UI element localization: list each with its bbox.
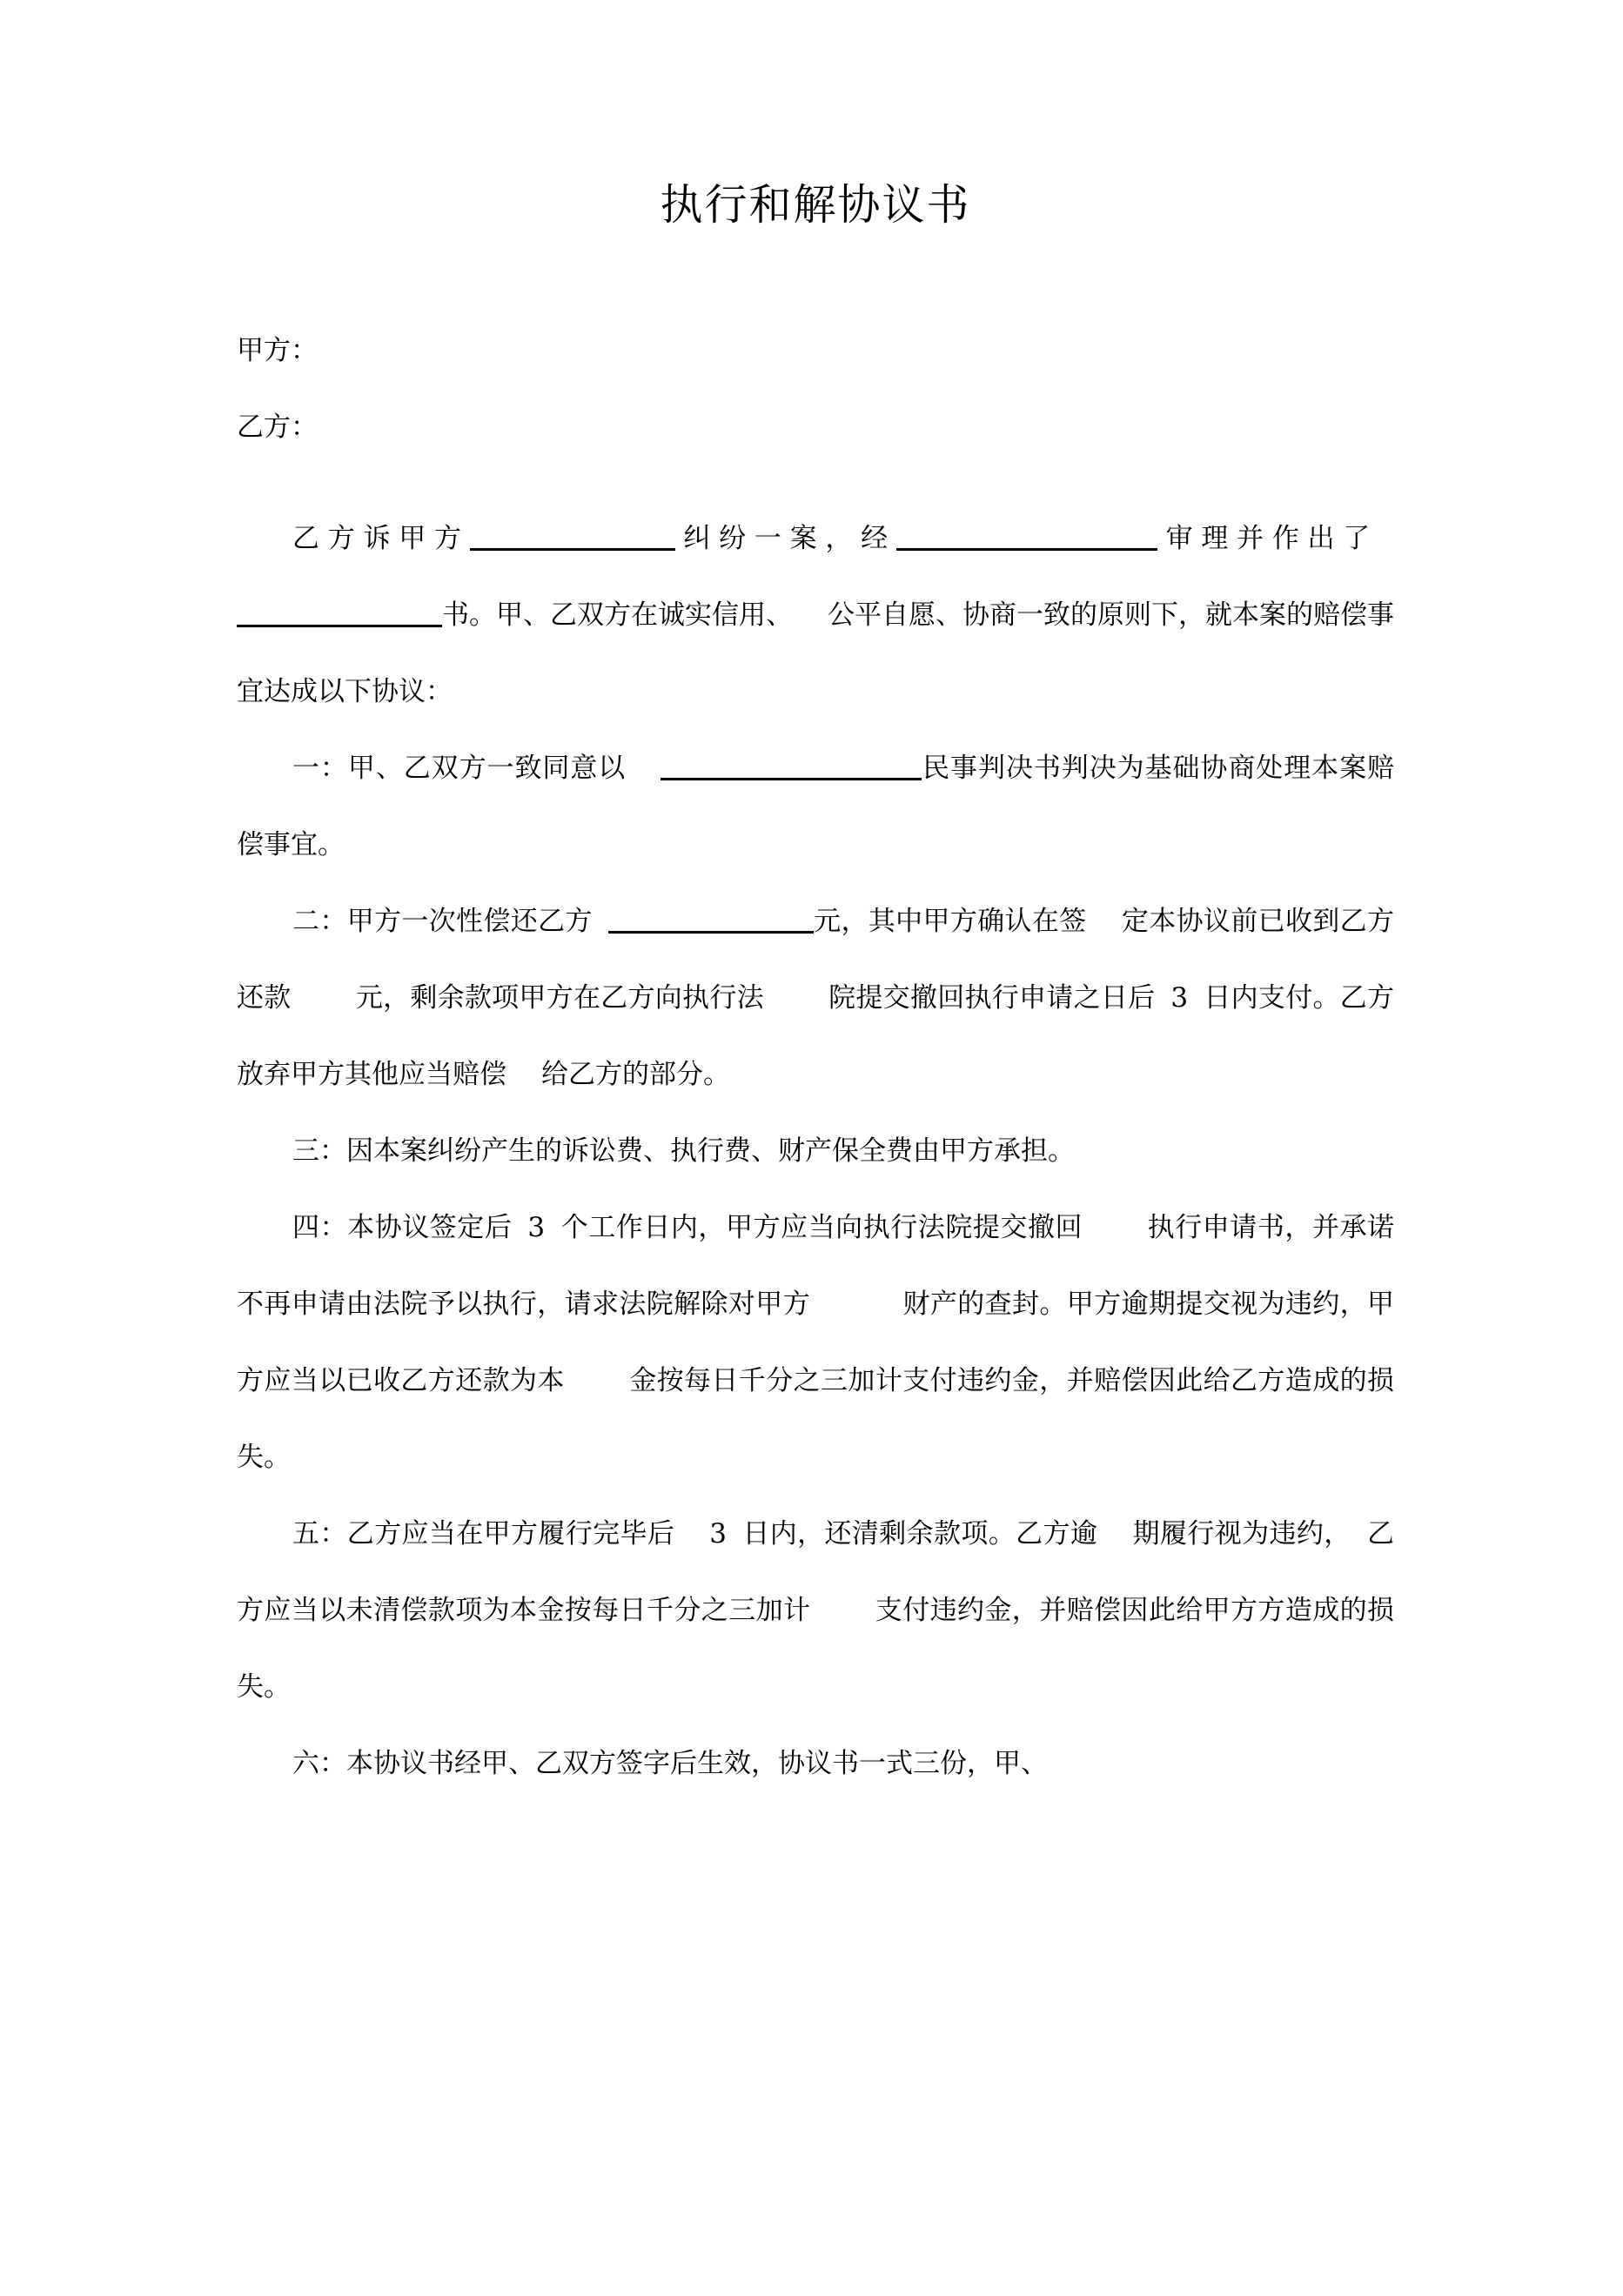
clause-1-marker: 一： xyxy=(292,753,348,785)
clause-4-seg7: 金按每日千分之三加 xyxy=(628,1365,875,1397)
clause-1-seg1: 甲、乙双方一致同意以 xyxy=(347,753,627,785)
party-a-line: 甲方： xyxy=(237,335,318,367)
clause-2-paragraph xyxy=(237,883,1394,1113)
blank-judgment-number[interactable] xyxy=(661,748,922,780)
preamble-seg4: 作出了 xyxy=(1271,523,1379,555)
clause-2 xyxy=(237,883,1394,1113)
clause-1-seg3: 判决为基础协商处理本案赔偿事宜。 xyxy=(237,753,1395,861)
clause-2-seg2: 元，其中甲方确认在签 xyxy=(813,906,1087,938)
clause-6-paragraph xyxy=(237,1725,1394,1802)
page-title: 执行和解协议书 xyxy=(660,180,971,230)
clause-2-seg1: 甲方一次性偿还乙方 xyxy=(346,906,593,938)
clause-3-paragraph xyxy=(237,1113,1394,1189)
clause-3-marker: 三： xyxy=(292,1135,346,1168)
clause-5-seg7: 并赔偿因此给甲方方造成的损失。 xyxy=(237,1595,1395,1704)
clause-1-paragraph xyxy=(237,730,1394,883)
clause-5-seg1: 乙方应当在甲方履行完毕后 xyxy=(346,1518,675,1550)
blank-court-name[interactable] xyxy=(896,519,1157,551)
party-b-line: 乙方： xyxy=(237,412,318,444)
clause-4-seg4: 请书，并承诺不再申请由法院予以执行，请求法院解除对甲方 xyxy=(237,1212,1395,1321)
clause-4-paragraph xyxy=(237,1189,1394,1496)
preamble-seg7: 商一致的原则下，就本案的赔偿事宜达成以下协议： xyxy=(237,599,1394,708)
clause-1-seg2: 民事判决书 xyxy=(922,753,1062,785)
clause-5-seg5: 乙方应当以未清偿款项为本金按每日千分之三加计 xyxy=(237,1518,1395,1627)
document-content xyxy=(237,0,1394,1802)
clause-5-seg2: 日内，还清剩余款项。乙方逾 xyxy=(742,1518,1098,1550)
clause-4-seg8: 计支付违约金，并赔偿因此给乙方造成的损失。 xyxy=(237,1365,1395,1474)
blank-judgment-type[interactable] xyxy=(237,595,442,627)
clause-2-seg8: 日内支付。乙方放弃甲方其他应当赔偿 xyxy=(237,982,1395,1091)
clause-4-seg1: 本协议签定后 xyxy=(347,1212,513,1244)
clause-5-seg3: 期履 xyxy=(1132,1518,1188,1550)
preamble-paragraph xyxy=(237,500,1394,730)
clause-4 xyxy=(237,1189,1394,1496)
blank-case-type[interactable] xyxy=(470,519,675,551)
clause-5-paragraph xyxy=(237,1496,1394,1725)
clause-5-days: 3 xyxy=(709,1518,728,1550)
clause-6-seg1: 本协议书经甲、乙双方签字后生效，协议书一式三份，甲、 xyxy=(346,1748,1048,1780)
clause-4-seg6: 甲方逾期提交视为违约，甲方应当以已收乙方还款为本 xyxy=(237,1289,1395,1397)
clause-4-seg2: 个工作日内，甲方应当向执行法院提交撤回 xyxy=(560,1212,1083,1244)
preamble-seg2: 纠纷一案，经 xyxy=(674,523,896,555)
preamble-seg3: 审理并 xyxy=(1157,523,1272,555)
clause-1 xyxy=(237,730,1394,883)
preamble-block xyxy=(237,500,1394,730)
clause-2-seg7: 执行申请之日后 xyxy=(964,982,1156,1014)
clause-2-seg9: 给乙方的部分。 xyxy=(541,1059,730,1091)
preamble-seg6: 公平自愿、协 xyxy=(828,599,989,632)
blank-repayment-amount[interactable] xyxy=(608,901,814,934)
clause-2-seg3: 定 xyxy=(1121,906,1150,938)
preamble-seg1: 乙方诉甲方 xyxy=(292,523,470,555)
clause-5-marker: 五： xyxy=(292,1518,347,1550)
clause-6-marker: 六： xyxy=(292,1748,346,1780)
clause-2-seg6: 院提交撤回 xyxy=(828,982,965,1014)
clause-3-seg1: 因本案纠纷产生的诉讼费、执行费、财产保全费由甲方承担。 xyxy=(346,1135,1075,1168)
clause-5-seg4: 行视为违约， xyxy=(1187,1518,1351,1550)
clause-3 xyxy=(237,1113,1394,1189)
clause-2-marker: 二： xyxy=(292,906,347,938)
preamble-seg5: 书。甲、乙双方在诚实信用、 xyxy=(442,599,793,632)
clause-4-days: 3 xyxy=(527,1212,546,1244)
clause-5-seg6: 支付违约金， xyxy=(875,1595,1040,1627)
clause-2-seg5: 元，剩余款项甲方在乙方向执行法 xyxy=(355,982,764,1014)
clause-4-marker: 四： xyxy=(292,1212,348,1244)
clause-4-seg3: 执行申 xyxy=(1147,1212,1231,1244)
clause-2-seg4: 本协议前已收到乙方还款 xyxy=(237,906,1394,1014)
clause-6 xyxy=(237,1725,1394,1802)
parties-block xyxy=(237,312,1394,465)
clause-4-seg5: 财产的查封。 xyxy=(902,1289,1067,1321)
clause-2-days: 3 xyxy=(1170,982,1189,1014)
clause-5 xyxy=(237,1496,1394,1725)
